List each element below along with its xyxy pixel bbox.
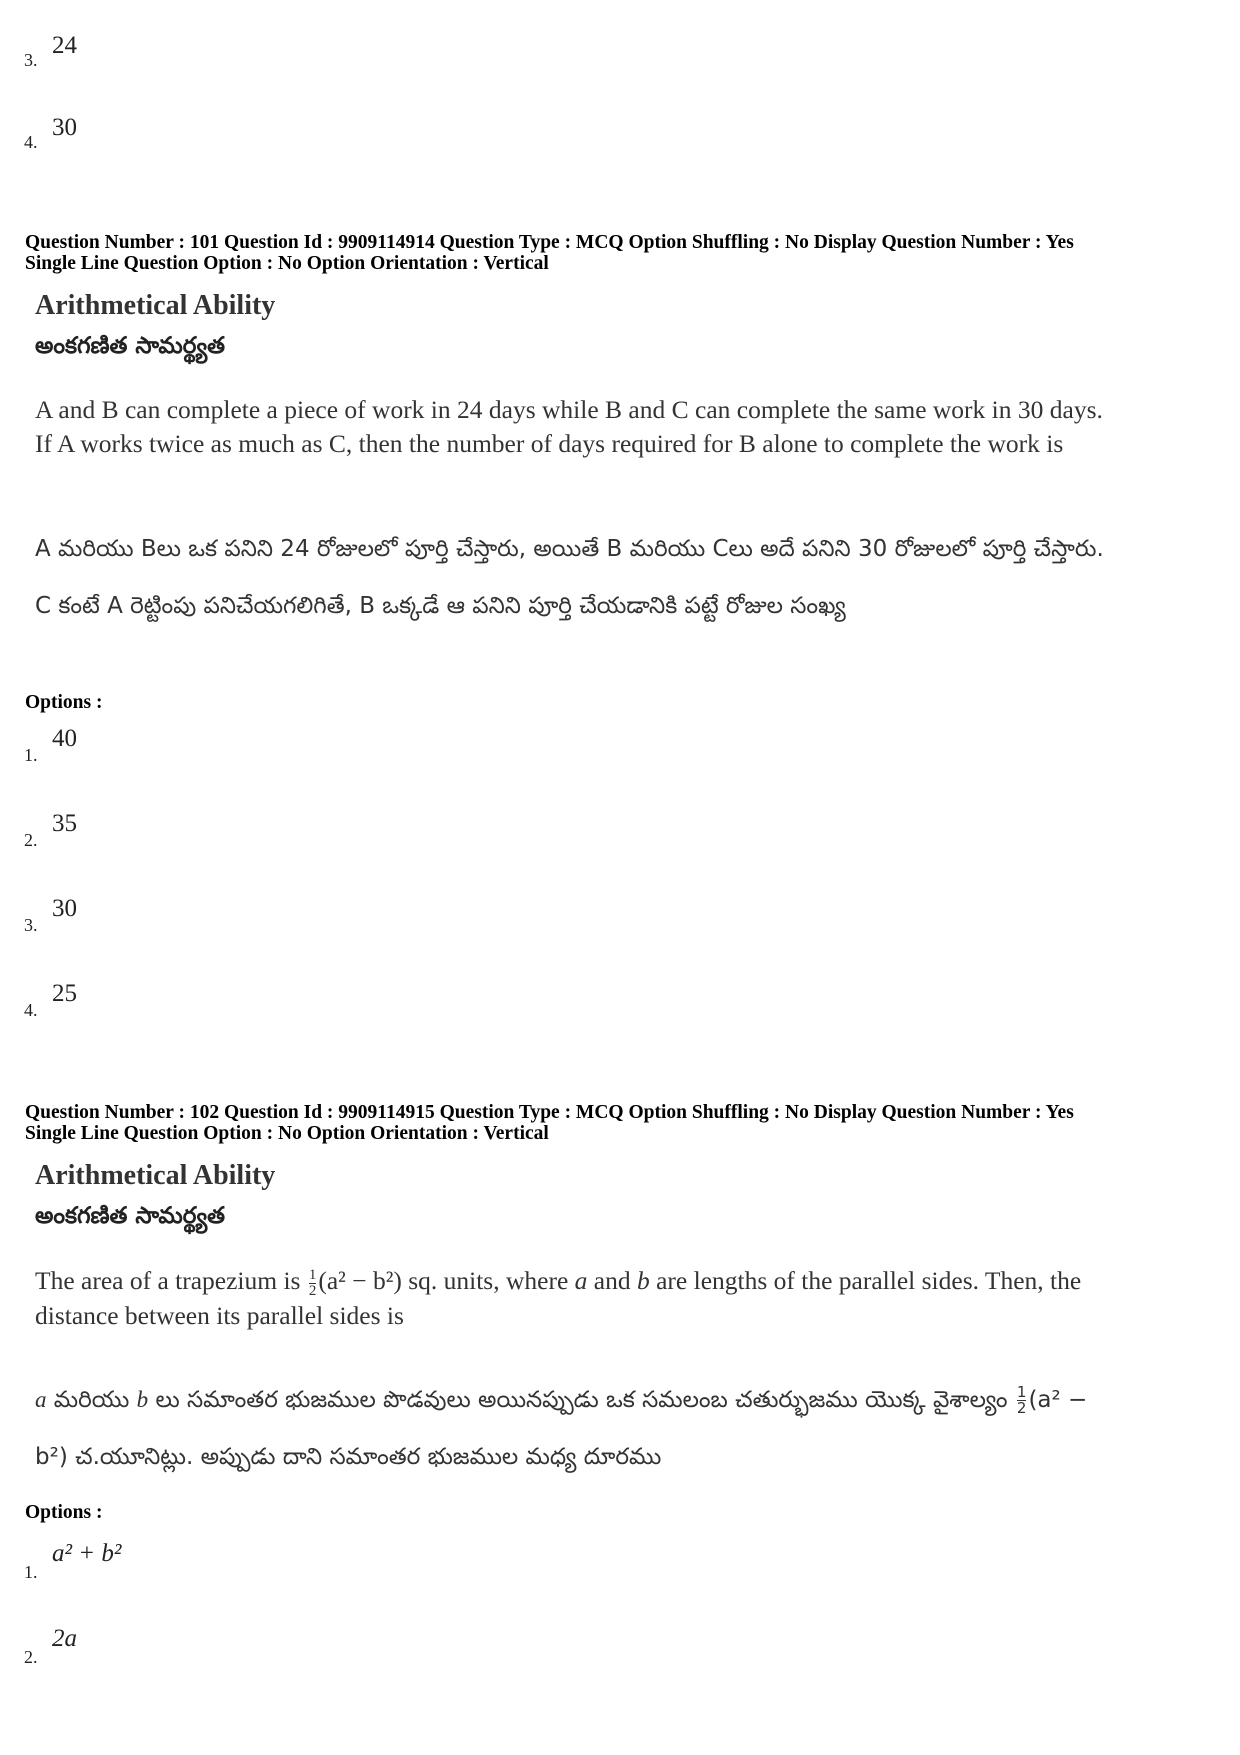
option-value: 40 [52, 725, 77, 752]
options-label: Options : [25, 692, 103, 713]
option-item[interactable] [24, 1625, 324, 1670]
question-text-te: a మరియు b లు సమాంతర భుజముల పొడవులు అయినప్పుడు ఒక సమలంబ చతుర్భుజము యొక్క వైశాల్యం $\frac{1}{2}$ (a² − b²) చ.యూనిట్లు. అప్పుడు దాని సమాంతర భుజముల మధ్య దూరము [35, 1383, 1088, 1470]
question-text-en: A and B can complete a piece of work in 24 days while B and C can complete the same work in 30 days. If A works twice as much as C, then the number of days required for B alone to complete the work is [35, 395, 1103, 458]
option-item[interactable] [24, 1540, 324, 1585]
option-item[interactable] [24, 895, 224, 935]
subject-title-te: అంకగణిత సామర్థ్యత [35, 1203, 226, 1229]
variable-b: b [136, 1387, 149, 1412]
question-meta-line1: Question Number : 101 Question Id : 9909114914 Question Type : MCQ Option Shuffling : No Display Question Number : Yes [25, 232, 1074, 253]
formula: (a² − b²) [35, 1387, 1088, 1470]
subject-title-en: Arithmetical Ability [35, 290, 276, 321]
option-value: 2a [52, 1625, 77, 1652]
question-meta-line2: Single Line Question Option : No Option Orientation : Vertical [25, 253, 549, 274]
option-number: 4. [24, 1000, 38, 1020]
option-value: 30 [52, 895, 77, 922]
option-number: 3. [24, 50, 38, 70]
question-meta-line1: Question Number : 102 Question Id : 9909114915 Question Type : MCQ Option Shuffling : No Display Question Number : Yes [25, 1102, 1074, 1123]
option-item[interactable] [24, 32, 224, 72]
variable-a: a [574, 1266, 588, 1295]
fraction-half: $\frac{1}{2}$ [1016, 1383, 1027, 1417]
question-meta [25, 1102, 1074, 1144]
formula: (a² − b²) [318, 1266, 402, 1295]
option-item[interactable] [24, 810, 224, 850]
option-item[interactable] [24, 725, 224, 765]
option-value: 24 [52, 32, 77, 59]
option-value: 25 [52, 980, 77, 1007]
option-number: 2. [24, 830, 38, 850]
variable-a: a [35, 1387, 47, 1412]
options-label: Options : [25, 1502, 103, 1523]
option-item[interactable] [24, 980, 224, 1020]
subject-title-te: అంకగణిత సామర్థ్యత [35, 333, 226, 359]
option-number: 4. [24, 132, 38, 152]
question-text-te: A మరియు Bలు ఒక పనిని 24 రోజులలో పూర్తి చేస్తారు, అయితే B మరియు Cలు అదే పనిని 30 రోజులలో పూర్తి చేస్తారు. C కంటే A రెట్టింపు పనిచేయగలిగితే, B ఒక్కడే ఆ పనిని పూర్తి చేయడానికి పట్టే రోజుల సంఖ్య [35, 536, 1104, 619]
option-number: 2. [24, 1647, 38, 1667]
option-number: 3. [24, 915, 38, 935]
option-value: a² + b² [52, 1540, 122, 1567]
subject-title-en: Arithmetical Ability [35, 1160, 276, 1191]
question-meta-line2: Single Line Question Option : No Option Orientation : Vertical [25, 1123, 549, 1144]
option-number: 1. [24, 745, 38, 765]
question-text-en: The area of a trapezium is $\frac{1}{2}$ (a² − b²) sq. units, where a and b are lengths of the parallel sides. Then, the distance between its parallel sides is [35, 1266, 1082, 1330]
option-value: 30 [52, 114, 77, 141]
option-item[interactable] [24, 114, 224, 154]
fraction-half: $\frac{1}{2}$ [308, 1266, 317, 1299]
variable-b: b [636, 1266, 650, 1295]
question-meta [25, 232, 1074, 274]
option-number: 1. [24, 1562, 38, 1582]
option-value: 35 [52, 810, 77, 837]
